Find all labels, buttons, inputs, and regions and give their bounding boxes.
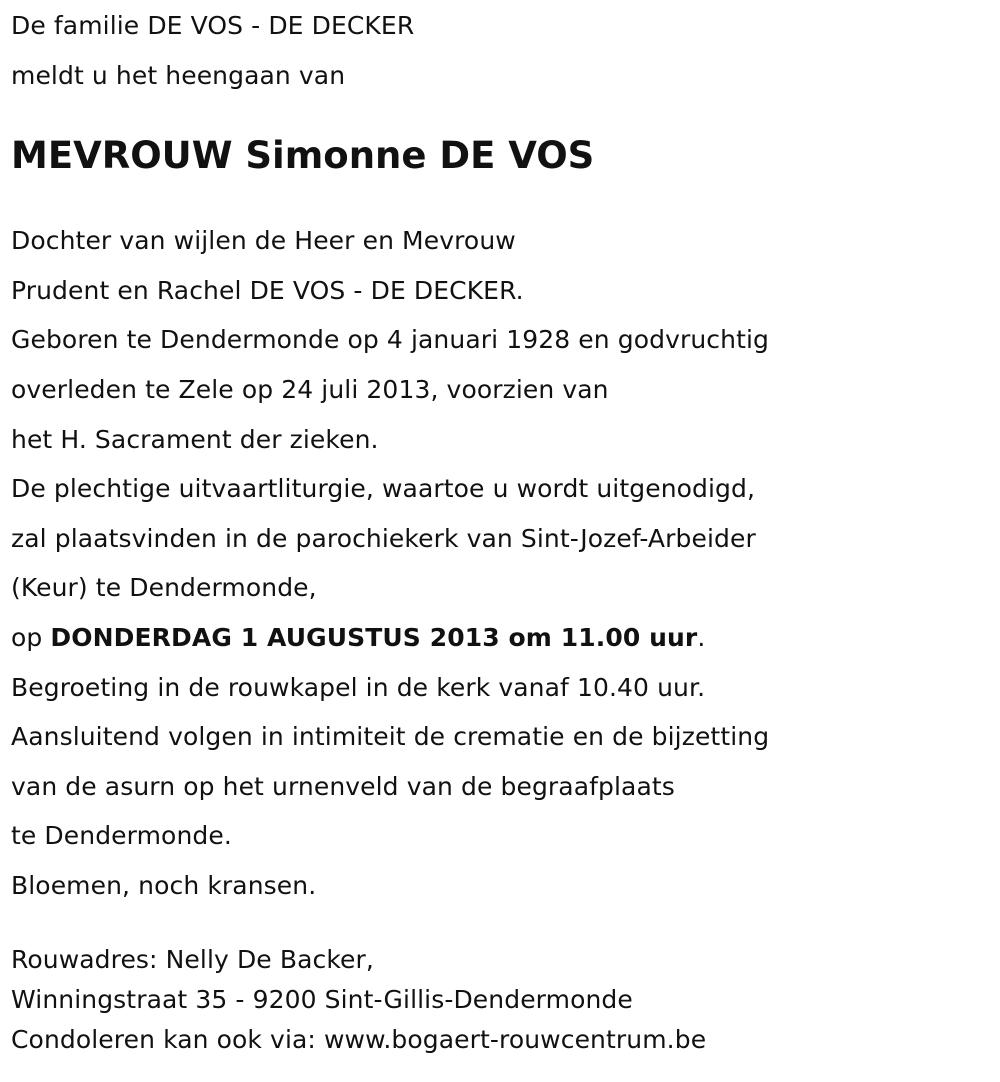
body-line: (Keur) te Dendermonde, bbox=[11, 573, 317, 603]
body-line: van de asurn op het urnenveld van de begraafplaats bbox=[11, 771, 675, 801]
body-line: het H. Sacrament der zieken. bbox=[11, 424, 379, 454]
deceased-name: MEVROUW Simonne DE VOS bbox=[11, 134, 595, 178]
body-line: overleden te Zele op 24 juli 2013, voorzien van bbox=[11, 374, 609, 404]
mourning-address-name: Rouwadres: Nelly De Backer, bbox=[11, 944, 374, 974]
intro-line-announcement: meldt u het heengaan van bbox=[11, 60, 346, 90]
body-line: te Dendermonde. bbox=[11, 821, 232, 851]
body-line: zal plaatsvinden in de parochiekerk van Sint-Jozef-Arbeider bbox=[11, 523, 756, 553]
footer-block bbox=[11, 940, 986, 1060]
condolence-prefix: Condoleren kan ook via: bbox=[11, 1024, 324, 1054]
funeral-date-suffix: . bbox=[697, 622, 706, 652]
funeral-date: DONDERDAG 1 AUGUSTUS 2013 om 11.00 uur bbox=[50, 622, 698, 652]
body-line: Dochter van wijlen de Heer en Mevrouw bbox=[11, 226, 516, 256]
condolence-line bbox=[11, 1020, 986, 1060]
body-line: De plechtige uitvaartliturgie, waartoe u wordt uitgenodigd, bbox=[11, 474, 756, 504]
intro-block bbox=[11, 1, 986, 100]
intro-line-family: De familie DE VOS - DE DECKER bbox=[11, 11, 415, 40]
body-line: Bloemen, noch kransen. bbox=[11, 870, 317, 900]
funeral-date-prefix: op bbox=[11, 622, 51, 652]
condolence-link[interactable]: www.bogaert-rouwcentrum.be bbox=[323, 1024, 707, 1054]
body-line: Geboren te Dendermonde op 4 januari 1928 en godvruchtig bbox=[11, 325, 770, 355]
obituary-notice bbox=[11, 0, 986, 1060]
funeral-date-line bbox=[11, 613, 986, 663]
body-line: Begroeting in de rouwkapel in de kerk vanaf 10.40 uur. bbox=[11, 672, 706, 702]
body-line: Aansluitend volgen in intimiteit de crematie en de bijzetting bbox=[11, 722, 770, 752]
body-block bbox=[11, 216, 986, 910]
mourning-address-street: Winningstraat 35 - 9200 Sint-Gillis-Dendermonde bbox=[11, 984, 633, 1014]
body-line: Prudent en Rachel DE VOS - DE DECKER. bbox=[11, 275, 524, 305]
